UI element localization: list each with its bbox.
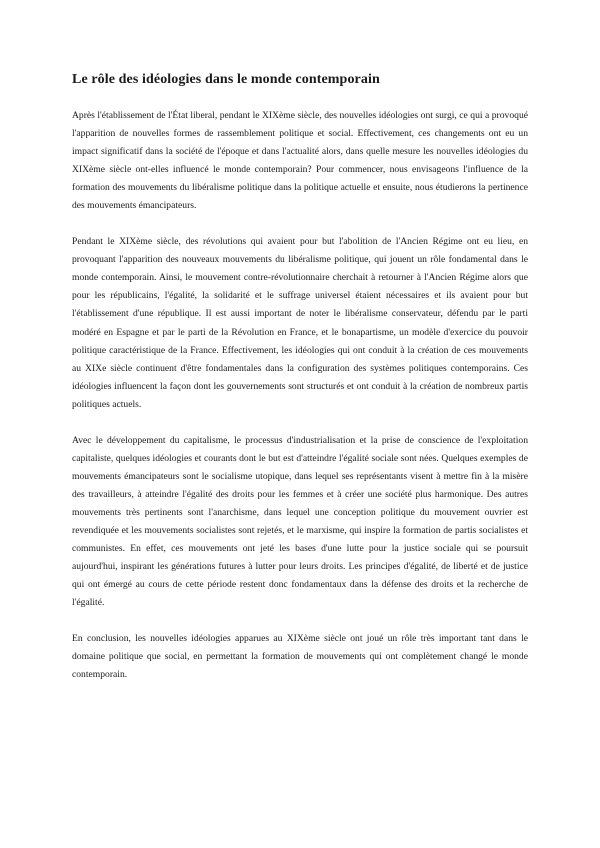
paragraph-liberalism: Pendant le XIXème siècle, des révolutions qui avaient pour but l'abolition de l'Ancien Régime ont eu lieu, en provoquant l'apparition des nouveaux mouvements du libéralisme politique, qui jouent un rôle fondamental dans le monde contemporain. Ainsi, le mouvement contre-révolutionnaire cherchait à retourner à l'Ancien Régime alors que pour les républicains, l'égalité, la solidarité et le suffrage universel étaient nécessaires et ils avaient pour but l'établissement d'une république. Il est aussi important de noter le libéralisme conservateur, défendu par le parti modéré en Espagne et par le parti de la Révolution en France, et le bonapartisme, un modèle d'exercice du pouvoir politique caractéristique de la France. Effectivement, les idéologies qui ont conduit à la création de ces mouvements au XIXe siècle continuent d'être fondamentales dans la configuration des systèmes politiques contemporains. Ces idéologies influencent la façon dont les gouvernements sont structurés et ont conduit à la création de nombreux partis politiques actuels. <box>72 236 528 410</box>
paragraph-emancipatory-movements: Avec le développement du capitalisme, le processus d'industrialisation et la prise de conscience de l'exploitation capitaliste, quelques idéologies et courants dont le but est d'atteindre l'égalité sociale sont nées. Quelques exemples de mouvements émancipateurs sont le socialisme utopique, dans lequel ses représentants visent à mettre fin à la misère des travailleurs, à atteindre l'égalité des droits pour les femmes et à créer une société plus harmonique. Des autres mouvements très pertinents sont l'anarchisme, dans lequel une conception politique du mouvement ouvrier est revendiquée et les mouvements socialistes sont rejetés, et le marxisme, qui inspire la formation de partis socialistes et communistes. En effet, ces mouvements ont jeté les bases d'une lutte pour la justice sociale qui se poursuit aujourd'hui, inspirant les générations futures à lutter pour leurs droits. Les principes d'égalité, de liberté et de justice qui ont émergé au cours de cette période restent donc fondamentaux dans la défense des droits et la recherche de l'égalité. <box>72 434 528 609</box>
paragraph-introduction: Après l'établissement de l'État liberal, pendant le XIXème siècle, des nouvelles idéologies ont surgi, ce qui a provoqué l'apparition de nouvelles formes de rassemblement politique et social. Effectivement, ces changements ont eu un impact significatif dans la société de l'époque et dans l'actualité alors, dans quelle mesure les nouvelles idéologies du XIXème siècle ont-elles influencé le monde contemporain? Pour commencer, nous envisageons l'influence de la formation des mouvements du libéralisme politique dans la politique actuelle et ensuite, nous étudierons la pertinence des mouvements émancipateurs. <box>72 110 528 212</box>
document-title: Le rôle des idéologies dans le monde contemporain <box>72 72 380 87</box>
paragraph-conclusion: En conclusion, les nouvelles idéologies apparues au XIXème siècle ont joué un rôle très important tant dans le domaine politique que social, en permettant la formation de mouvements qui ont complètement changé le monde contemporain. <box>72 632 528 681</box>
document-body <box>72 70 528 702</box>
